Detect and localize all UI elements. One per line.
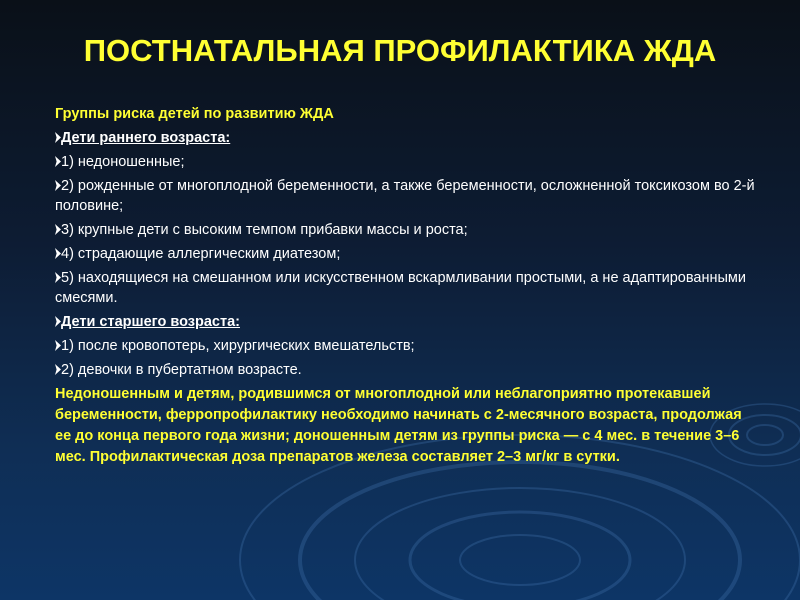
list-item-text: 2) рожденные от многоплодной беременности, а также беременности, осложненной токсикозом во 2-й половине; — [55, 178, 755, 214]
list-item-text: 3) крупные дети с высоким темпом прибавки массы и роста; — [61, 222, 468, 238]
conclusion-paragraph: Недоношенным и детям, родившимся от многоплодной или неблагоприятно протекавшей беременности, ферропрофилактику необходимо начинать с 2-месячного возраста, продолжая ее до конца первого года жизни; доношенным детям из группы риска — с 4 мес. в течение 3–6 мес. Профилактическая доза препаратов железа составляет 2–3 мг/кг в сутки. — [55, 386, 742, 465]
list-item-text: 1) после кровопотерь, хирургических вмешательств; — [61, 338, 415, 354]
slide-content — [55, 104, 755, 468]
list-item — [55, 360, 755, 380]
risk-groups-subtitle: Группы риска детей по развитию ЖДА — [55, 106, 334, 122]
arrow-bullet-icon — [55, 248, 61, 259]
list-item-text: 2) девочки в пубертатном возрасте. — [61, 362, 302, 378]
list-item — [55, 176, 755, 216]
list-item — [55, 152, 755, 172]
list-item — [55, 268, 755, 308]
slide-title: ПОСТНАТАЛЬНАЯ ПРОФИЛАКТИКА ЖДА — [83, 33, 717, 68]
list-item-text: 5) находящиеся на смешанном или искусственном вскармливании простыми, а не адаптированными смесями. — [55, 270, 746, 306]
group-heading-early — [55, 128, 755, 148]
group-heading-older — [55, 312, 755, 332]
arrow-bullet-icon — [55, 272, 61, 283]
list-item-text: 4) страдающие аллергическим диатезом; — [61, 246, 341, 262]
list-item — [55, 336, 755, 356]
arrow-bullet-icon — [55, 224, 61, 235]
arrow-bullet-icon — [55, 132, 61, 143]
group-heading-older-text: Дети старшего возраста: — [61, 314, 240, 330]
arrow-bullet-icon — [55, 156, 61, 167]
group-heading-early-text: Дети раннего возраста: — [61, 130, 231, 146]
arrow-bullet-icon — [55, 316, 61, 327]
list-item-text: 1) недоношенные; — [61, 154, 185, 170]
arrow-bullet-icon — [55, 340, 61, 351]
arrow-bullet-icon — [55, 364, 61, 375]
list-item — [55, 244, 755, 264]
list-item — [55, 220, 755, 240]
arrow-bullet-icon — [55, 180, 61, 191]
